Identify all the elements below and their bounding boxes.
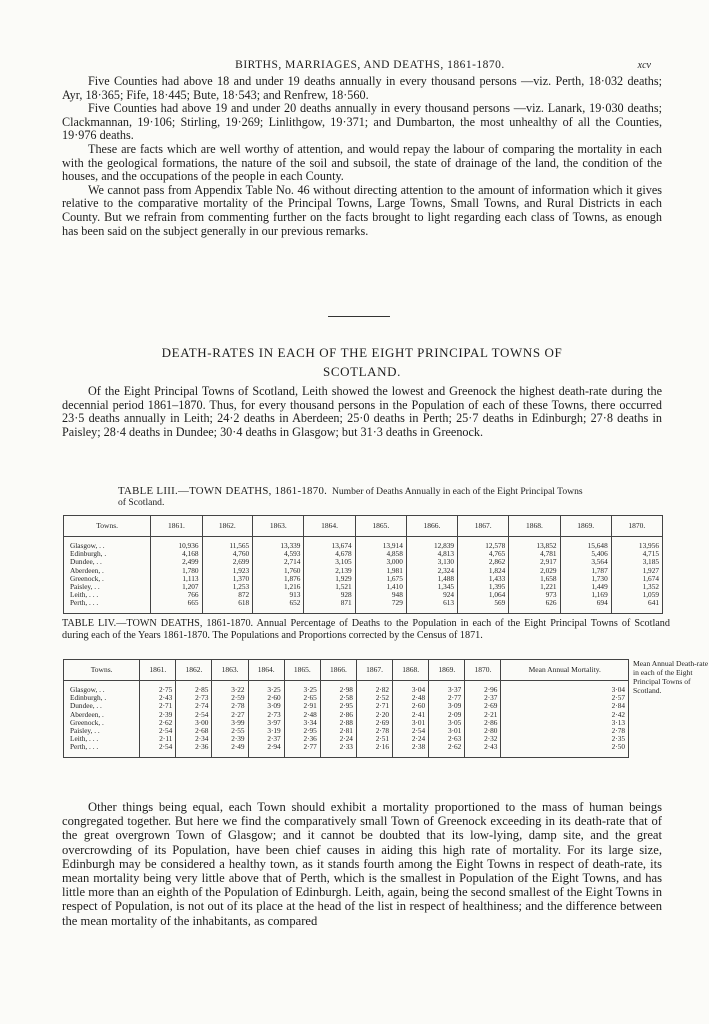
value-cell: 4,858 xyxy=(355,550,406,558)
spacer-cell xyxy=(429,752,465,758)
value-cell: 641 xyxy=(611,599,662,607)
spacer-cell xyxy=(253,608,304,614)
spacer-cell xyxy=(64,608,151,614)
value-cell: 2·24 xyxy=(393,735,429,743)
value-cell: 4,168 xyxy=(151,550,202,558)
value-cell: 3·34 xyxy=(284,719,320,727)
value-cell: 928 xyxy=(304,591,355,599)
value-cell: 2·86 xyxy=(320,711,356,719)
value-cell: 2,917 xyxy=(509,558,560,566)
value-cell: 1,221 xyxy=(509,583,560,591)
value-cell: 2·95 xyxy=(284,727,320,735)
table-53 xyxy=(63,515,663,614)
table-54-caption: TABLE LIV.—TOWN DEATHS, 1861-1870. Annual Percentage of Deaths to the Population in each of the Eight Principal Towns of Scotland during each of the Years 1861-1870. The Populations and Proportions corrected by the Census of 1871. xyxy=(62,618,670,641)
value-cell: 2,499 xyxy=(151,558,202,566)
value-cell: 973 xyxy=(509,591,560,599)
column-header: 1862. xyxy=(176,660,212,681)
value-cell: 2·20 xyxy=(356,711,392,719)
value-cell: 1,433 xyxy=(458,575,509,583)
value-cell: 2·37 xyxy=(248,735,284,743)
value-cell: 4,760 xyxy=(202,550,253,558)
town-name-cell: Aberdeen, . xyxy=(64,567,151,575)
spacer-row xyxy=(64,752,629,758)
value-cell: 3,185 xyxy=(611,558,662,566)
value-cell: 1,345 xyxy=(406,583,457,591)
table-54-side-note: Mean Annual Death-rate in each of the Eight Principal Towns of Scotland. xyxy=(633,659,709,695)
town-name-cell: Perth, . . . xyxy=(64,599,151,607)
town-name-cell: Edinburgh, . xyxy=(64,550,151,558)
value-cell: 3·13 xyxy=(501,719,629,727)
value-cell: 1,521 xyxy=(304,583,355,591)
spacer-cell xyxy=(320,752,356,758)
value-cell: 13,852 xyxy=(509,542,560,550)
column-header: 1869. xyxy=(560,516,611,537)
table-row xyxy=(64,599,663,607)
column-header: 1861. xyxy=(151,516,202,537)
value-cell: 2·74 xyxy=(176,702,212,710)
value-cell: 1,169 xyxy=(560,591,611,599)
value-cell: 2·43 xyxy=(140,694,176,702)
value-cell: 2·84 xyxy=(501,702,629,710)
town-name-cell: Greenock, . xyxy=(64,719,140,727)
value-cell: 766 xyxy=(151,591,202,599)
value-cell: 2·78 xyxy=(356,727,392,735)
value-cell: 3·04 xyxy=(393,686,429,694)
spacer-cell xyxy=(176,752,212,758)
running-head: BIRTHS, MARRIAGES, AND DEATHS, 1861-1870. xyxy=(235,59,505,71)
column-header: 1865. xyxy=(284,660,320,681)
value-cell: 2·54 xyxy=(140,743,176,751)
value-cell: 2·51 xyxy=(356,735,392,743)
value-cell: 2·91 xyxy=(284,702,320,710)
value-cell: 13,956 xyxy=(611,542,662,550)
value-cell: 3·09 xyxy=(248,702,284,710)
value-cell: 2·80 xyxy=(465,727,501,735)
column-header: 1865. xyxy=(355,516,406,537)
paragraph: Other things being equal, each Town should exhibit a mortality proportioned to the mass of human beings congregated together. But here we find the comparatively small Town of Greenock exceeding in its death-rate that of the great overgrown Town of Glasgow; and it cannot be doubted that its low-lying, damp site, and the great overcrowding of its Population, have been chief causes in aiding this high rate of mortality. For its large size, Edinburgh may be considered a healthy town, as it stands fourth among the Eight Towns in respect of death-rate, its mean mortality being very little above that of Perth, which is the smallest in Population of the Eight Towns, and has little more than an eighth of the Population of Edinburgh. Leith, again, being the second smallest of the Eight Towns in respect of Population, is not out of its place at the head of the list in respect of healthiness; and the difference between the mean mortality of the inhabitants, as compared xyxy=(62,800,662,928)
column-header: 1864. xyxy=(248,660,284,681)
value-cell: 2·57 xyxy=(501,694,629,702)
value-cell: 4,781 xyxy=(509,550,560,558)
value-cell: 1,658 xyxy=(509,575,560,583)
value-cell: 2·54 xyxy=(176,711,212,719)
paragraph: Five Counties had above 19 and under 20 deaths annually in every thousand persons —viz. Lanark, 19·030 deaths; Clackmannan, 19·106; Stirling, 19·269; Linlithgow, 19·371; and Dumbarton, the most unhealthy of all the Counties, 19·976 deaths. xyxy=(62,101,662,143)
paragraph: These are facts which are well worthy of attention, and would repay the labour of comparing the mortality in each with the geological formations, the nature of the soil and subsoil, the state of drainage of the land, the condition of the houses, and the occupations of the people in each County. xyxy=(62,141,662,184)
value-cell: 13,914 xyxy=(355,542,406,550)
table-header-row xyxy=(64,516,663,537)
spacer-cell xyxy=(151,608,202,614)
value-cell: 2,699 xyxy=(202,558,253,566)
value-cell: 1,927 xyxy=(611,567,662,575)
value-cell: 2·82 xyxy=(356,686,392,694)
value-cell: 12,839 xyxy=(406,542,457,550)
value-cell: 924 xyxy=(406,591,457,599)
town-name-cell: Dundee, . . xyxy=(64,558,151,566)
value-cell: 2·68 xyxy=(176,727,212,735)
intro-text xyxy=(62,75,662,238)
table-row xyxy=(64,550,663,558)
value-cell: 2·86 xyxy=(465,719,501,727)
value-cell: 2·41 xyxy=(393,711,429,719)
value-cell: 2·96 xyxy=(465,686,501,694)
value-cell: 2·69 xyxy=(465,702,501,710)
value-cell: 2·54 xyxy=(140,727,176,735)
value-cell: 1,253 xyxy=(202,583,253,591)
column-header: Mean Annual Mortality. xyxy=(501,660,629,681)
column-header: 1868. xyxy=(393,660,429,681)
section-title xyxy=(62,343,662,381)
value-cell: 2,324 xyxy=(406,567,457,575)
spacer-cell xyxy=(458,608,509,614)
town-name-cell: Leith, . . . xyxy=(64,591,151,599)
section-text xyxy=(62,385,662,439)
value-cell: 1,876 xyxy=(253,575,304,583)
table-53-subtitle: Number of Deaths Annually in each of the Eight Principal Towns of Scotland. xyxy=(118,486,583,508)
value-cell: 2·62 xyxy=(140,719,176,727)
value-cell: 1,207 xyxy=(151,583,202,591)
value-cell: 2·39 xyxy=(212,735,248,743)
column-header: 1870. xyxy=(611,516,662,537)
column-header: 1864. xyxy=(304,516,355,537)
spacer-cell xyxy=(509,608,560,614)
spacer-cell xyxy=(355,608,406,614)
value-cell: 652 xyxy=(253,599,304,607)
value-cell: 3·25 xyxy=(284,686,320,694)
value-cell: 1,449 xyxy=(560,583,611,591)
table-53-title: TABLE LIII.—TOWN DEATHS, 1861-1870. xyxy=(118,485,328,497)
value-cell: 2·73 xyxy=(248,711,284,719)
value-cell: 1,675 xyxy=(355,575,406,583)
town-name-cell: Glasgow, . . xyxy=(64,542,151,550)
value-cell: 12,578 xyxy=(458,542,509,550)
value-cell: 1,929 xyxy=(304,575,355,583)
spacer-cell xyxy=(304,608,355,614)
value-cell: 569 xyxy=(458,599,509,607)
value-cell: 2·81 xyxy=(320,727,356,735)
column-header-towns: Towns. xyxy=(64,516,151,537)
value-cell: 2·88 xyxy=(320,719,356,727)
value-cell: 3,564 xyxy=(560,558,611,566)
value-cell: 1,216 xyxy=(253,583,304,591)
value-cell: 2·78 xyxy=(501,727,629,735)
value-cell: 1,370 xyxy=(202,575,253,583)
value-cell: 2·69 xyxy=(356,719,392,727)
table-row xyxy=(64,743,629,751)
value-cell: 1,824 xyxy=(458,567,509,575)
table-row xyxy=(64,567,663,575)
value-cell: 2·71 xyxy=(140,702,176,710)
spacer-cell xyxy=(406,608,457,614)
table-header-row xyxy=(64,660,629,681)
value-cell: 2·94 xyxy=(248,743,284,751)
value-cell: 3·19 xyxy=(248,727,284,735)
value-cell: 5,406 xyxy=(560,550,611,558)
value-cell: 2·60 xyxy=(248,694,284,702)
value-cell: 2·37 xyxy=(465,694,501,702)
value-cell: 3·01 xyxy=(429,727,465,735)
value-cell: 13,674 xyxy=(304,542,355,550)
value-cell: 2,862 xyxy=(458,558,509,566)
value-cell: 2·35 xyxy=(501,735,629,743)
value-cell: 2,714 xyxy=(253,558,304,566)
value-cell: 2·16 xyxy=(356,743,392,751)
column-header: 1863. xyxy=(212,660,248,681)
value-cell: 2·78 xyxy=(212,702,248,710)
value-cell: 1,674 xyxy=(611,575,662,583)
value-cell: 3·37 xyxy=(429,686,465,694)
spacer-cell xyxy=(248,752,284,758)
value-cell: 3·01 xyxy=(393,719,429,727)
value-cell: 2·49 xyxy=(212,743,248,751)
value-cell: 2·71 xyxy=(356,702,392,710)
value-cell: 2,139 xyxy=(304,567,355,575)
value-cell: 948 xyxy=(355,591,406,599)
table-body xyxy=(64,537,663,614)
value-cell: 4,813 xyxy=(406,550,457,558)
value-cell: 3·97 xyxy=(248,719,284,727)
value-cell: 4,765 xyxy=(458,550,509,558)
value-cell: 1,780 xyxy=(151,567,202,575)
page-number: xcv xyxy=(637,60,651,71)
value-cell: 2·36 xyxy=(284,735,320,743)
column-header: 1870. xyxy=(465,660,501,681)
value-cell: 3,130 xyxy=(406,558,457,566)
value-cell: 2·52 xyxy=(356,694,392,702)
column-header-towns: Towns. xyxy=(64,660,140,681)
value-cell: 2·60 xyxy=(393,702,429,710)
value-cell: 3·05 xyxy=(429,719,465,727)
value-cell: 913 xyxy=(253,591,304,599)
town-name-cell: Edinburgh, . xyxy=(64,694,140,702)
spacer-cell xyxy=(611,608,662,614)
value-cell: 2·48 xyxy=(284,711,320,719)
table-row xyxy=(64,575,663,583)
value-cell: 2·85 xyxy=(176,686,212,694)
value-cell: 4,678 xyxy=(304,550,355,558)
value-cell: 2·59 xyxy=(212,694,248,702)
table-row xyxy=(64,591,663,599)
value-cell: 3·22 xyxy=(212,686,248,694)
section-title-line: SCOTLAND. xyxy=(323,364,401,379)
value-cell: 2·50 xyxy=(501,743,629,751)
value-cell: 1,760 xyxy=(253,567,304,575)
value-cell: 3·25 xyxy=(248,686,284,694)
column-header: 1869. xyxy=(429,660,465,681)
table-row xyxy=(64,558,663,566)
value-cell: 2·32 xyxy=(465,735,501,743)
value-cell: 665 xyxy=(151,599,202,607)
value-cell: 694 xyxy=(560,599,611,607)
value-cell: 2·54 xyxy=(393,727,429,735)
column-header: 1866. xyxy=(406,516,457,537)
section-divider xyxy=(328,316,390,317)
value-cell: 11,565 xyxy=(202,542,253,550)
value-cell: 2·65 xyxy=(284,694,320,702)
value-cell: 4,593 xyxy=(253,550,304,558)
value-cell: 1,064 xyxy=(458,591,509,599)
value-cell: 618 xyxy=(202,599,253,607)
value-cell: 2·73 xyxy=(176,694,212,702)
value-cell: 13,339 xyxy=(253,542,304,550)
spacer-cell xyxy=(465,752,501,758)
value-cell: 1,059 xyxy=(611,591,662,599)
value-cell: 1,352 xyxy=(611,583,662,591)
spacer-cell xyxy=(202,608,253,614)
table-body xyxy=(64,681,629,758)
value-cell: 2·38 xyxy=(393,743,429,751)
column-header: 1863. xyxy=(253,516,304,537)
value-cell: 4,715 xyxy=(611,550,662,558)
paragraph: Of the Eight Principal Towns of Scotland, Leith showed the lowest and Greenock the highest death-rate during the decennial period 1861–1870. Thus, for every thousand persons in the Population of each of these Towns, there occurred 23·5 deaths annually in Leith; 24·2 deaths in Aberdeen; 25·0 deaths in Perth; 25·7 deaths in Edinburgh; 27·8 deaths in Paisley; 28·4 deaths in Dundee; 30·4 deaths in Glasgow; but 31·3 deaths in Greenock. xyxy=(62,384,662,439)
value-cell: 729 xyxy=(355,599,406,607)
table-53-caption xyxy=(118,486,588,508)
town-name-cell: Glasgow, . . xyxy=(64,686,140,694)
spacer-cell xyxy=(284,752,320,758)
column-header: 1861. xyxy=(140,660,176,681)
value-cell: 2·21 xyxy=(465,711,501,719)
section-title-line: DEATH-RATES IN EACH OF THE EIGHT PRINCIPAL TOWNS OF xyxy=(161,345,563,360)
value-cell: 1,730 xyxy=(560,575,611,583)
town-name-cell: Greenock, . xyxy=(64,575,151,583)
table-row xyxy=(64,583,663,591)
value-cell: 3·09 xyxy=(429,702,465,710)
value-cell: 2·36 xyxy=(176,743,212,751)
spacer-cell xyxy=(393,752,429,758)
spacer-cell xyxy=(140,752,176,758)
value-cell: 3,000 xyxy=(355,558,406,566)
value-cell: 2·55 xyxy=(212,727,248,735)
value-cell: 2·62 xyxy=(429,743,465,751)
town-name-cell: Paisley, . . xyxy=(64,583,151,591)
value-cell: 2·48 xyxy=(393,694,429,702)
value-cell: 1,787 xyxy=(560,567,611,575)
paragraph: Five Counties had above 18 and under 19 deaths annually in every thousand persons —viz. Perth, 18·032 deaths; Ayr, 18·365; Fife, 18·445; Bute, 18·543; and Renfrew, 18·560. xyxy=(62,74,662,102)
value-cell: 1,395 xyxy=(458,583,509,591)
value-cell: 1,410 xyxy=(355,583,406,591)
value-cell: 3,105 xyxy=(304,558,355,566)
value-cell: 2·63 xyxy=(429,735,465,743)
spacer-cell xyxy=(501,752,629,758)
value-cell: 2·39 xyxy=(140,711,176,719)
table-54 xyxy=(63,659,629,758)
town-name-cell: Perth, . . . xyxy=(64,743,140,751)
column-header: 1868. xyxy=(509,516,560,537)
value-cell: 871 xyxy=(304,599,355,607)
value-cell: 1,488 xyxy=(406,575,457,583)
value-cell: 2·77 xyxy=(429,694,465,702)
value-cell: 3·00 xyxy=(176,719,212,727)
value-cell: 626 xyxy=(509,599,560,607)
value-cell: 2·42 xyxy=(501,711,629,719)
column-header: 1867. xyxy=(356,660,392,681)
value-cell: 2·09 xyxy=(429,711,465,719)
closing-text xyxy=(62,800,662,928)
value-cell: 15,648 xyxy=(560,542,611,550)
value-cell: 2·58 xyxy=(320,694,356,702)
value-cell: 872 xyxy=(202,591,253,599)
spacer-cell xyxy=(64,752,140,758)
value-cell: 613 xyxy=(406,599,457,607)
value-cell: 2·43 xyxy=(465,743,501,751)
value-cell: 2·75 xyxy=(140,686,176,694)
column-header: 1867. xyxy=(458,516,509,537)
spacer-row xyxy=(64,608,663,614)
town-name-cell: Aberdeen, . xyxy=(64,711,140,719)
value-cell: 2·98 xyxy=(320,686,356,694)
value-cell: 1,981 xyxy=(355,567,406,575)
column-header: 1862. xyxy=(202,516,253,537)
value-cell: 1,923 xyxy=(202,567,253,575)
town-name-cell: Paisley, . . xyxy=(64,727,140,735)
value-cell: 2·34 xyxy=(176,735,212,743)
value-cell: 3·04 xyxy=(501,686,629,694)
spacer-cell xyxy=(356,752,392,758)
value-cell: 10,936 xyxy=(151,542,202,550)
value-cell: 2·24 xyxy=(320,735,356,743)
value-cell: 2·27 xyxy=(212,711,248,719)
spacer-cell xyxy=(560,608,611,614)
spacer-cell xyxy=(212,752,248,758)
paragraph: We cannot pass from Appendix Table No. 46 without directing attention to the amount of information which it gives relative to the comparative mortality of the Principal Towns, Large Towns, Small Towns, and Rural Districts in each County. But we refrain from commenting further on the facts brought to light regarding each class of Towns, as enough has been said on the subject generally in our previous remarks. xyxy=(62,182,662,238)
table-row xyxy=(64,542,663,550)
value-cell: 3·99 xyxy=(212,719,248,727)
column-header: 1866. xyxy=(320,660,356,681)
value-cell: 2·95 xyxy=(320,702,356,710)
value-cell: 1,113 xyxy=(151,575,202,583)
value-cell: 2,029 xyxy=(509,567,560,575)
value-cell: 2·77 xyxy=(284,743,320,751)
value-cell: 2·11 xyxy=(140,735,176,743)
town-name-cell: Leith, . . . xyxy=(64,735,140,743)
value-cell: 2·33 xyxy=(320,743,356,751)
town-name-cell: Dundee, . . xyxy=(64,702,140,710)
